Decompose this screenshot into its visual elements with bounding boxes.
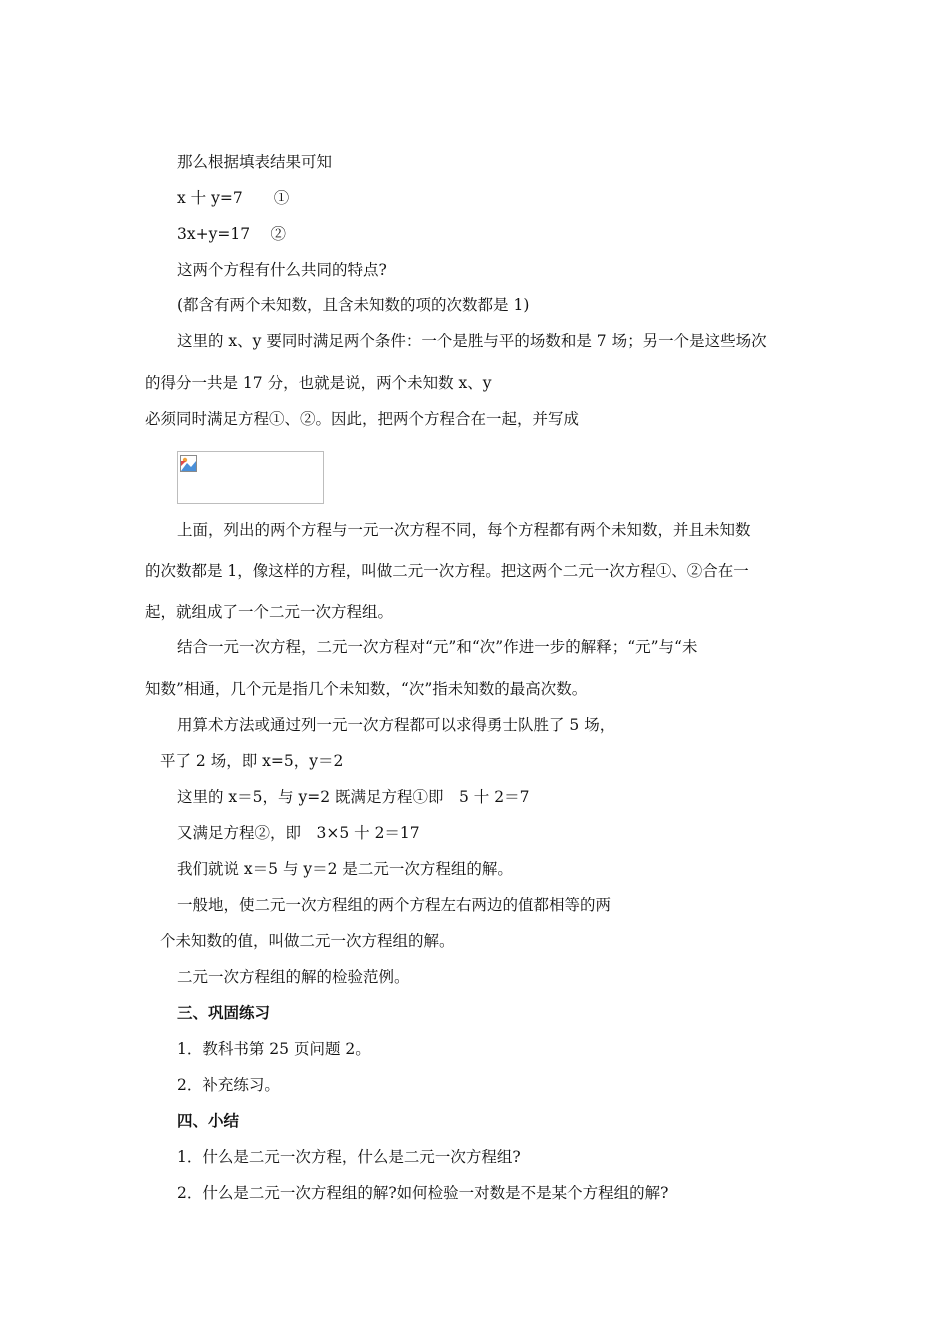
paragraph-line: 这两个方程有什么共同的特点? bbox=[177, 261, 387, 279]
paragraph-line: 起，就组成了一个二元一次方程组。 bbox=[145, 603, 394, 621]
paragraph-line: 又满足方程②，即 3×5 十 2＝17 bbox=[177, 824, 420, 842]
section-heading-practice: 三、巩固练习 bbox=[177, 1004, 271, 1022]
paragraph-line: 一般地，使二元一次方程组的两个方程左右两边的值都相等的两 bbox=[177, 896, 612, 914]
paragraph-line: 用算术方法或通过列一元一次方程都可以求得勇士队胜了 5 场， bbox=[177, 716, 616, 734]
paragraph-line: 个未知数的值，叫做二元一次方程组的解。 bbox=[160, 932, 455, 950]
paragraph-line: (都含有两个未知数，且含未知数的项的次数都是 1) bbox=[177, 296, 530, 314]
paragraph-line: 这里的 x＝5，与 y=2 既满足方程①即 5 十 2＝7 bbox=[177, 788, 530, 806]
paragraph-line: 我们就说 x＝5 与 y＝2 是二元一次方程组的解。 bbox=[177, 860, 513, 878]
section-heading-summary: 四、小结 bbox=[177, 1112, 240, 1130]
list-item: 2．补充练习。 bbox=[177, 1076, 280, 1094]
equation-1: x 十 y=7 ① bbox=[177, 189, 290, 207]
paragraph-line: 的得分一共是 17 分，也就是说，两个未知数 x、y bbox=[145, 374, 492, 392]
paragraph-line: 平了 2 场，即 x=5，y＝2 bbox=[160, 752, 344, 770]
paragraph-line: 这里的 x、y 要同时满足两个条件：一个是胜与平的场数和是 7 场；另一个是这些场次 bbox=[177, 332, 767, 350]
broken-image-icon bbox=[180, 455, 197, 472]
equation-2: 3x+y=17 ② bbox=[177, 225, 286, 243]
paragraph-line: 知数”相通，几个元是指几个未知数，“次”指未知数的最高次数。 bbox=[145, 680, 588, 698]
paragraph-line: 的次数都是 1，像这样的方程，叫做二元一次方程。把这两个二元一次方程①、②合在一 bbox=[145, 562, 749, 580]
paragraph-line: 二元一次方程组的解的检验范例。 bbox=[177, 968, 410, 986]
paragraph-line: 结合一元一次方程，二元一次方程对“元”和“次”作进一步的解释；“元”与“未 bbox=[177, 638, 698, 656]
paragraph-line: 必须同时满足方程①、②。因此，把两个方程合在一起，并写成 bbox=[145, 410, 580, 428]
list-item: 1．什么是二元一次方程，什么是二元一次方程组? bbox=[177, 1148, 521, 1166]
paragraph-line: 那么根据填表结果可知 bbox=[177, 153, 333, 171]
paragraph-line: 上面，列出的两个方程与一元一次方程不同，每个方程都有两个未知数，并且未知数 bbox=[177, 521, 751, 539]
list-item: 2．什么是二元一次方程组的解?如何检验一对数是不是某个方程组的解? bbox=[177, 1184, 669, 1202]
list-item: 1．教科书第 25 页问题 2。 bbox=[177, 1040, 371, 1058]
equation-image-placeholder bbox=[177, 451, 324, 504]
